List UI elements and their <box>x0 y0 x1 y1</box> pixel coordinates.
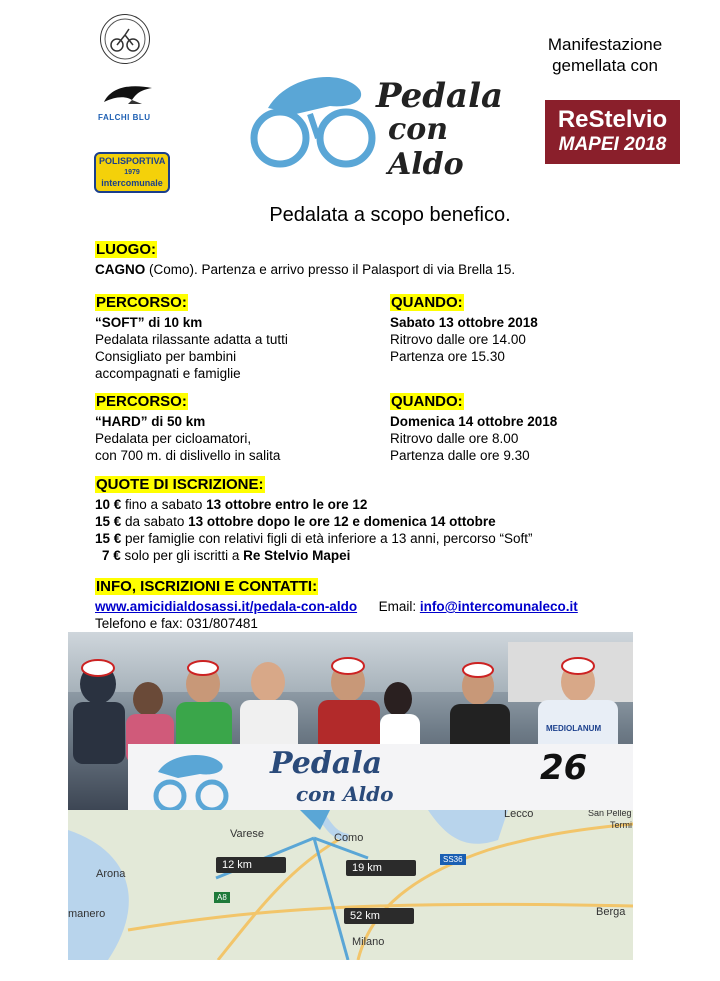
quote-price: 7 € <box>102 548 121 563</box>
falchi-blu-text: FALCHI BLU <box>98 113 151 122</box>
restelvio-line2: MAPEI 2018 <box>558 134 667 155</box>
distance-badge-19km: 19 km <box>346 860 416 876</box>
quando-sun-line: Ritrovo dalle ore 8.00 <box>390 431 519 446</box>
map-label-san-pellegrino: San Pelleg <box>588 810 632 818</box>
map-label-termi: Termi <box>610 820 632 830</box>
quote-desc-bold: 13 ottobre entro le ore 12 <box>206 497 368 512</box>
road-shield-a8: A8 <box>214 892 230 903</box>
percorso-hard-heading: PERCORSO: <box>96 393 187 410</box>
info-heading: INFO, ISCRIZIONI E CONTATTI: <box>96 578 318 595</box>
info-links-row <box>95 598 578 615</box>
quote-price: 10 € <box>95 497 122 512</box>
club-logo-seal <box>100 14 150 64</box>
percorso-soft-heading: PERCORSO: <box>96 294 187 311</box>
info-section <box>95 578 578 632</box>
twinned-label <box>520 34 690 76</box>
percorso-soft-section <box>95 294 288 382</box>
distance-badge-52km: 52 km <box>344 908 414 924</box>
distance-badge-12km: 12 km <box>216 857 286 873</box>
quote-row <box>95 547 532 564</box>
banner-number: 26 <box>540 748 588 788</box>
event-banner <box>128 744 633 810</box>
luogo-description: (Como). Partenza e arrivo presso il Palasport di via Brella 15. <box>145 262 516 277</box>
logo-title-line2: con Aldo <box>388 112 464 182</box>
quote-desc-bold: 13 ottobre dopo le ore 12 e domenica 14 ottobre <box>188 514 496 529</box>
logo-title-line1: Pedala <box>376 76 504 116</box>
quando-sun-section <box>390 393 557 464</box>
percorso-hard-title: “HARD” di 50 km <box>95 414 206 429</box>
phone-text: Telefono e fax: 031/807481 <box>95 616 258 631</box>
polisportiva-line3: intercomunale <box>101 178 163 188</box>
banner-subtitle: con Aldo <box>296 782 394 806</box>
banner-title: Pedala <box>270 746 383 781</box>
luogo-place: CAGNO <box>95 262 146 277</box>
falchi-blu-logo <box>98 82 168 122</box>
restelvio-logo <box>545 100 680 164</box>
road-shield-ss36: SS36 <box>440 854 466 865</box>
group-photo <box>68 632 633 810</box>
quando-sat-date: Sabato 13 ottobre 2018 <box>390 315 538 330</box>
quando-sun-heading: QUANDO: <box>391 393 463 410</box>
percorso-hard-section <box>95 393 280 464</box>
quote-row <box>95 496 532 513</box>
quando-sat-line: Ritrovo dalle ore 14.00 <box>390 332 526 347</box>
route-map <box>68 810 633 960</box>
percorso-hard-line: con 700 m. di dislivello in salita <box>95 448 281 463</box>
quando-sat-line: Partenza ore 15.30 <box>390 349 505 364</box>
quando-sat-section <box>390 294 538 365</box>
quote-desc: per famiglie con relativi figli di età inferiore a 13 anni, percorso “Soft” <box>121 531 533 546</box>
quote-desc: solo per gli iscritti a <box>120 548 244 563</box>
map-label-arona: Arona <box>96 868 126 880</box>
quando-sat-heading: QUANDO: <box>391 294 463 311</box>
quote-row <box>95 530 532 547</box>
banner-bicycle-icon <box>150 750 230 810</box>
polisportiva-line2: 1979 <box>124 169 140 176</box>
polisportiva-line1: POLISPORTIVA <box>99 156 166 166</box>
quote-row <box>95 513 532 530</box>
quando-sun-line: Partenza dalle ore 9.30 <box>390 448 530 463</box>
luogo-section <box>95 241 515 278</box>
percorso-hard-line: Pedalata per cicloamatori, <box>95 431 252 446</box>
quote-heading: QUOTE DI ISCRIZIONE: <box>96 476 264 493</box>
cyclist-seal-icon <box>101 15 149 63</box>
email-link[interactable]: info@intercomunaleco.it <box>419 599 578 614</box>
email-label: Email: <box>378 599 420 614</box>
pedala-con-aldo-logo <box>248 68 504 182</box>
quote-desc: fino a sabato <box>121 497 207 512</box>
map-label-milano: Milano <box>352 936 385 948</box>
percorso-soft-line: Pedalata rilassante adatta a tutti <box>95 332 288 347</box>
map-label-berga: Berga <box>596 906 626 918</box>
jersey-text: MEDIOLANUM <box>546 724 602 733</box>
twinned-line2: gemellata con <box>552 56 658 75</box>
map-label-lecco: Lecco <box>504 810 534 820</box>
quote-desc-bold: Re Stelvio Mapei <box>243 548 351 563</box>
luogo-heading: LUOGO: <box>96 241 156 258</box>
quote-price: 15 € <box>95 531 122 546</box>
percorso-soft-line: accompagnati e famiglie <box>95 366 241 381</box>
twinned-line1: Manifestazione <box>547 35 663 54</box>
quote-section <box>95 476 532 564</box>
map-label-manero: manero <box>68 908 106 920</box>
bicycle-icon <box>248 68 378 173</box>
luogo-text <box>95 261 515 278</box>
map-label-varese: Varese <box>230 828 265 840</box>
subtitle: Pedalata a scopo benefico. <box>269 204 511 226</box>
percorso-soft-line: Consigliato per bambini <box>95 349 237 364</box>
percorso-soft-title: “SOFT” di 10 km <box>95 315 203 330</box>
polisportiva-logo <box>94 152 170 193</box>
quote-price: 15 € <box>95 514 122 529</box>
website-link[interactable]: www.amicidialdosassi.it/pedala-con-aldo <box>95 599 358 614</box>
falcon-icon <box>98 82 158 108</box>
quando-sun-date: Domenica 14 ottobre 2018 <box>390 414 558 429</box>
map-label-como: Como <box>334 832 364 844</box>
restelvio-line1: ReStelvio <box>557 106 668 133</box>
quote-desc: da sabato <box>121 514 189 529</box>
